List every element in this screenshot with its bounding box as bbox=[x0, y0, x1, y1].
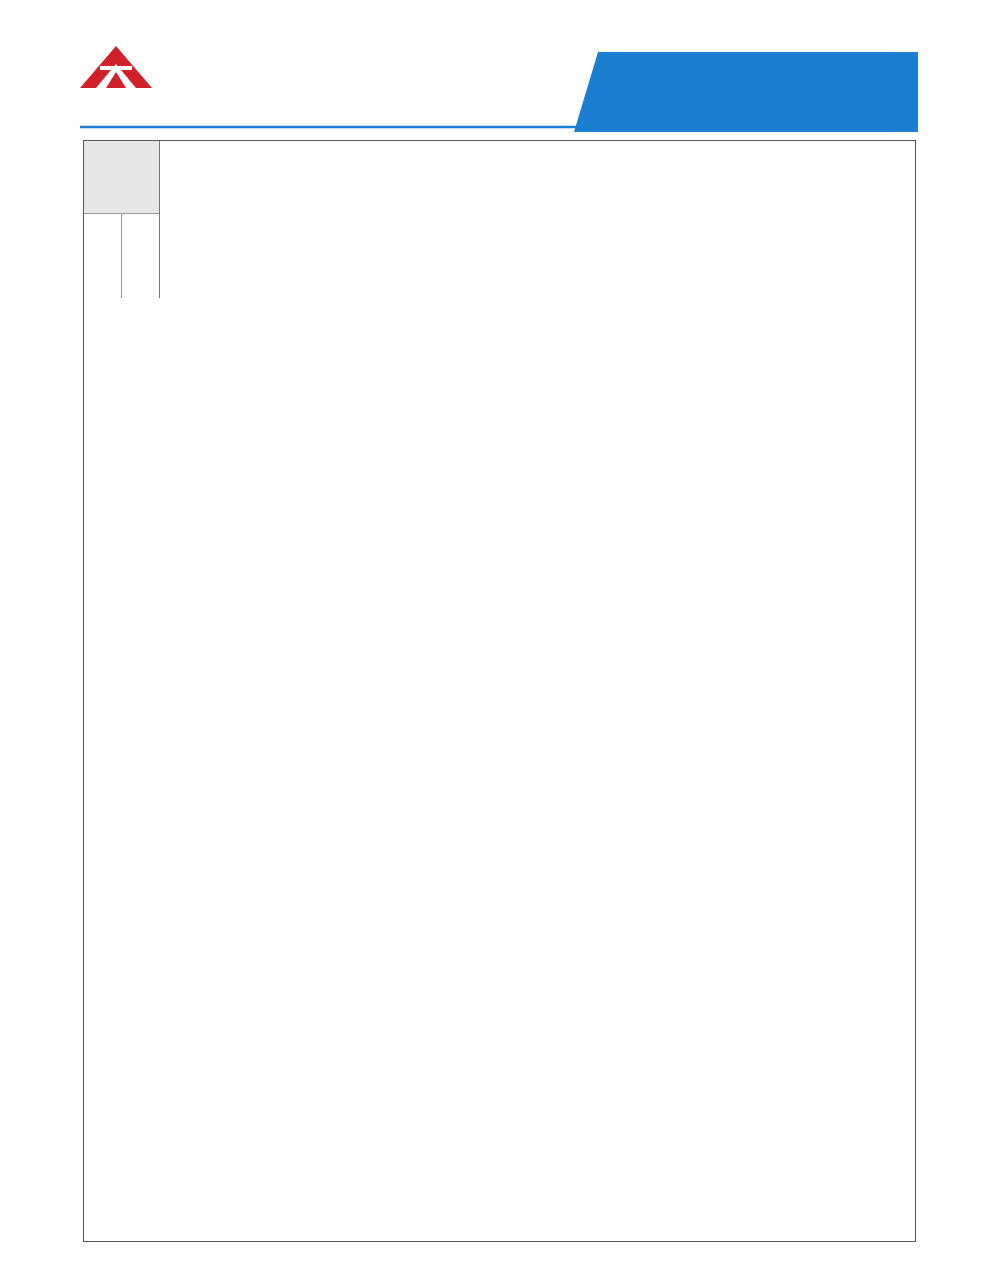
thickness-value bbox=[84, 213, 122, 298]
product-info-cell bbox=[84, 141, 160, 298]
weight-value bbox=[121, 213, 159, 298]
weight-header bbox=[121, 183, 159, 214]
thickness-header bbox=[84, 183, 122, 214]
page-header bbox=[0, 0, 1000, 140]
company-logo bbox=[76, 44, 156, 92]
product-name-box bbox=[84, 141, 159, 184]
profile-catalog bbox=[83, 140, 916, 1242]
